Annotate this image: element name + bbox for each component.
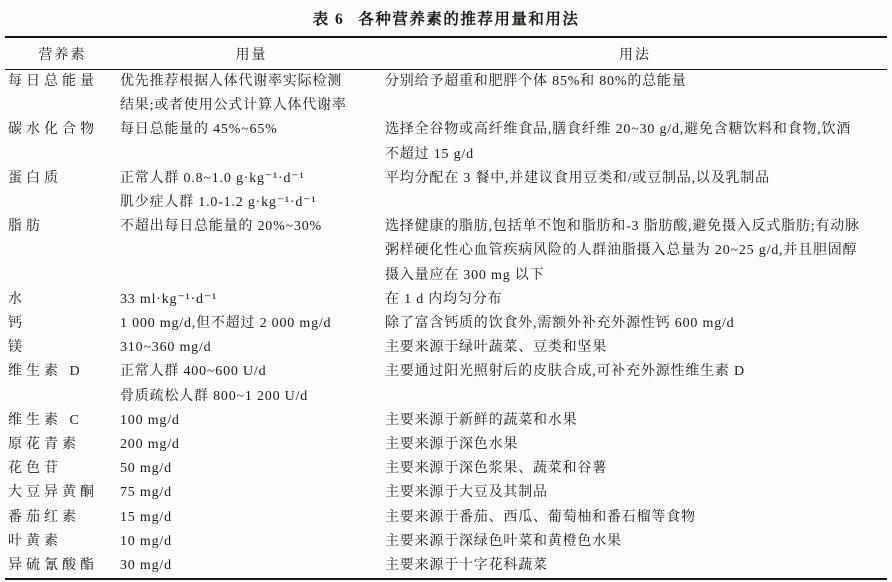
usage-line: 粥样硬化性心血管疾病风险的人群油脂摄入总量为 20~25 g/d,并且胆固醇 (385, 243, 858, 259)
dosage-line: 75 mg/d (120, 485, 172, 501)
table-row (5, 457, 887, 481)
usage-line: 平均分配在 3 餐中,并建议食用豆类和/或豆制品,以及乳制品 (385, 170, 770, 186)
nutrient-cell: 番茄红素 (8, 509, 80, 525)
usage-line: 不超过 15 g/d (385, 146, 474, 162)
usage-cell (383, 167, 887, 191)
usage-cell (383, 360, 887, 384)
dosage-line: 正常人群 400~600 U/d (120, 364, 267, 380)
usage-line: 主要来源于大豆及其制品 (385, 485, 548, 501)
table-row (5, 215, 887, 288)
table-caption (0, 0, 892, 36)
dosage-line: 50 mg/d (120, 461, 172, 477)
dosage-line: 优先推荐根据人体代谢率实际检测 (120, 74, 342, 89)
table-row (5, 506, 887, 530)
dosage-line: 310~360 mg/d (120, 340, 212, 356)
nutrient-cell: 维生素 C (8, 412, 83, 428)
usage-line: 主要来源于十字花科蔬菜 (385, 558, 548, 574)
dosage-cell (120, 167, 383, 215)
dosage-cell (120, 360, 383, 408)
nutrients-table (5, 36, 887, 580)
usage-cell (383, 215, 887, 288)
dosage-cell (120, 506, 383, 530)
nutrient-cell: 水 (8, 291, 26, 307)
usage-line: 主要通过阳光照射后的皮肤合成,可补充外源性维生素 D (385, 364, 745, 380)
dosage-cell (120, 70, 383, 118)
nutrient-cell: 大豆异黄酮 (8, 485, 98, 501)
header-usage: 用法 (619, 47, 651, 63)
usage-cell (383, 433, 887, 457)
table-row (5, 118, 887, 166)
usage-cell (383, 336, 887, 360)
dosage-line: 1 000 mg/d,但不超过 2 000 mg/d (120, 316, 332, 332)
dosage-line: 30 mg/d (120, 558, 172, 574)
dosage-cell (120, 288, 383, 312)
dosage-cell (120, 409, 383, 433)
usage-line: 选择健康的脂肪,包括单不饱和脂肪和-3 脂肪酸,避免摄入反式脂肪;有动脉 (385, 219, 860, 235)
usage-cell (383, 312, 887, 336)
nutrient-cell: 原花青素 (8, 437, 80, 453)
dosage-cell (120, 481, 383, 505)
table-row (5, 360, 887, 408)
nutrient-cell: 蛋白质 (8, 170, 62, 186)
usage-cell (383, 288, 887, 312)
usage-line: 主要来源于绿叶蔬菜、豆类和坚果 (385, 340, 607, 356)
dosage-line: 10 mg/d (120, 533, 172, 549)
dosage-line: 每日总能量的 45%~65% (120, 122, 278, 138)
nutrient-cell: 维生素 D (8, 364, 84, 380)
dosage-line: 正常人群 0.8~1.0 g·kg⁻¹·d⁻¹ (120, 170, 305, 186)
nutrient-cell: 钙 (8, 316, 26, 332)
usage-line: 主要来源于番茄、西瓜、葡萄柚和番石榴等食物 (385, 509, 696, 525)
usage-cell (383, 554, 887, 578)
header-nutrient: 营养素 (38, 47, 87, 63)
table-row (5, 530, 887, 554)
table-caption-label: 表 6 (312, 11, 345, 28)
dosage-cell (120, 336, 383, 360)
nutrient-cell: 每日总能量 (8, 74, 98, 89)
nutrient-cell: 叶黄素 (8, 533, 62, 549)
dosage-line: 15 mg/d (120, 509, 172, 525)
dosage-line: 不超出每日总能量的 20%~30% (120, 219, 322, 235)
nutrient-cell: 脂肪 (8, 219, 44, 235)
nutrient-cell: 碳水化合物 (8, 122, 98, 138)
dosage-cell (120, 312, 383, 336)
dosage-line: 100 mg/d (120, 412, 180, 428)
table-row (5, 288, 887, 312)
table-caption-text: 各种营养素的推荐用量和用法 (358, 11, 580, 28)
usage-line: 主要来源于深绿色叶菜和黄橙色水果 (385, 533, 622, 549)
usage-line: 主要来源于新鲜的蔬菜和水果 (385, 412, 578, 428)
table-row (5, 554, 887, 578)
table-row (5, 312, 887, 336)
usage-line: 主要来源于深色水果 (385, 437, 519, 453)
nutrient-cell: 异硫氰酸酯 (8, 558, 98, 574)
usage-cell (383, 457, 887, 481)
header-dosage: 用量 (235, 47, 268, 63)
dosage-cell (120, 215, 383, 239)
table-row (5, 409, 887, 433)
dosage-line: 肌少症人群 1.0-1.2 g·kg⁻¹·d⁻¹ (120, 195, 317, 211)
usage-line: 在 1 d 内均匀分布 (385, 291, 503, 307)
table-row (5, 70, 887, 118)
nutrient-cell: 花色苷 (8, 461, 62, 477)
usage-cell (383, 118, 887, 166)
usage-cell (383, 530, 887, 554)
table-row (5, 433, 887, 457)
usage-line: 除了富含钙质的饮食外,需额外补充外源性钙 600 mg/d (385, 316, 735, 332)
usage-cell (383, 506, 887, 530)
dosage-cell (120, 457, 383, 481)
dosage-cell (120, 118, 383, 142)
dosage-line: 33 ml·kg⁻¹·d⁻¹ (120, 291, 217, 307)
dosage-line: 骨质疏松人群 800~1 200 U/d (120, 388, 309, 404)
usage-line: 选择全谷物或高纤维食品,膳食纤维 20~30 g/d,避免含糖饮料和食物,饮酒 (385, 122, 852, 138)
table-body (5, 70, 887, 578)
table-row (5, 481, 887, 505)
dosage-cell (120, 530, 383, 554)
usage-cell (383, 70, 887, 94)
usage-line: 摄入量应在 300 mg 以下 (385, 267, 545, 283)
usage-line: 主要来源于深色浆果、蔬菜和谷薯 (385, 461, 607, 477)
dosage-line: 200 mg/d (120, 437, 180, 453)
table-row (5, 336, 887, 360)
nutrient-cell: 镁 (8, 340, 26, 356)
usage-line: 分别给予超重和肥胖个体 85%和 80%的总能量 (385, 74, 687, 89)
dosage-cell (120, 554, 383, 578)
table-row (5, 167, 887, 215)
usage-cell (383, 409, 887, 433)
usage-cell (383, 481, 887, 505)
dosage-cell (120, 433, 383, 457)
dosage-line: 结果;或者使用公式计算人体代谢率 (120, 98, 347, 114)
table-header-row (5, 38, 887, 70)
